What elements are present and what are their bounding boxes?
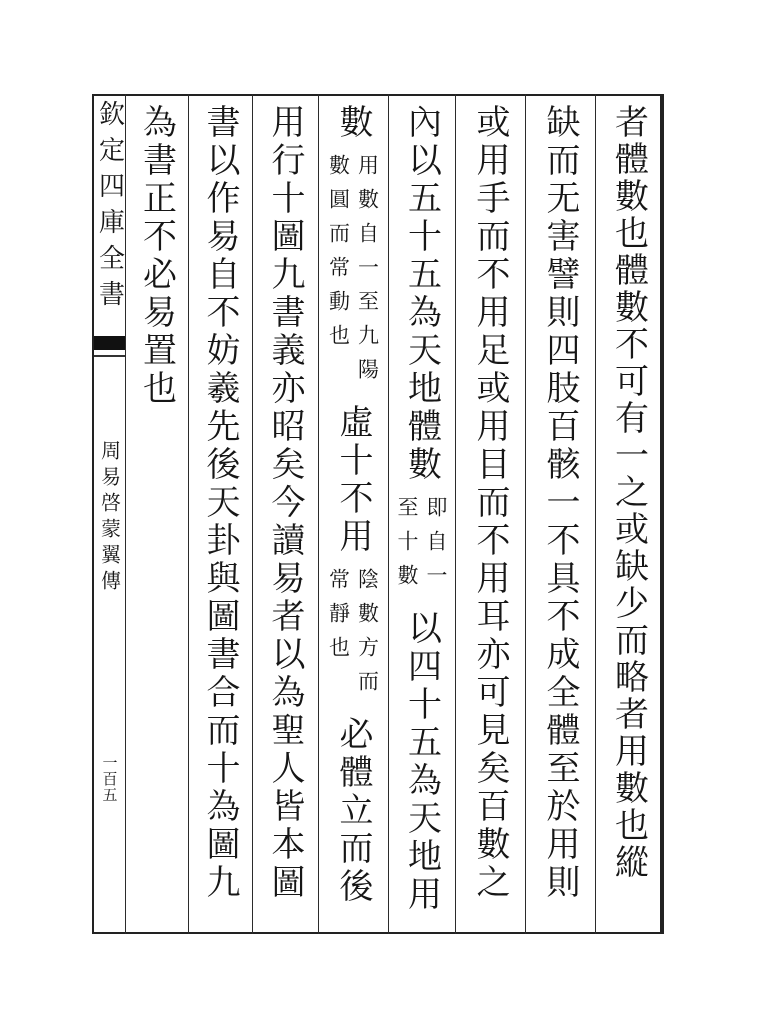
- note-right-line: 用數自一至九陽: [355, 154, 380, 392]
- fishtail-rule: [94, 355, 125, 357]
- margin-book-title: [94, 440, 125, 596]
- main-text: 為書正不必易置也: [136, 104, 177, 408]
- collection-title: 欽定四庫全書: [94, 100, 125, 316]
- text-column-4: [388, 104, 455, 914]
- text-column-5: [318, 104, 388, 906]
- note-left-line: 數圓而常動也: [326, 154, 351, 358]
- main-text: 者體數也體數不可有一之或缺少而略者用數也縱: [608, 104, 649, 881]
- interlinear-note: [395, 496, 448, 598]
- main-text: 用行十圖九書義亦昭矣今讀易者以為聖人皆本圖: [265, 104, 305, 902]
- text-column-7: [188, 104, 252, 902]
- interlinear-note: [327, 568, 380, 704]
- main-text: 必體立而後: [333, 716, 373, 906]
- book-title: 周易啓蒙翼傳: [97, 440, 122, 596]
- text-column-1: [595, 104, 662, 881]
- note-left-line: 至十數: [395, 496, 419, 598]
- main-text: 或用手而不用足或用目而不用耳亦可見矣百數之: [470, 104, 510, 902]
- text-column-2: [525, 104, 595, 902]
- note-right-line: 即自一: [424, 496, 448, 598]
- main-text: 數: [333, 104, 373, 142]
- margin-page-number: [94, 755, 125, 803]
- text-column-8: [125, 104, 188, 408]
- main-text: 虛十不用: [333, 404, 373, 556]
- text-column-6: [252, 104, 318, 902]
- page-number: 一百五: [100, 755, 119, 803]
- interlinear-note: [327, 154, 380, 392]
- margin-collection-title: [94, 100, 125, 316]
- main-text: 內以五十五為天地體數: [401, 104, 442, 484]
- fishtail-mark: [94, 336, 125, 350]
- note-left-line: 常靜也: [326, 568, 351, 670]
- main-text: 以四十五為天地用: [401, 610, 442, 914]
- main-text: 缺而无害譬則四肢百骸一不具不成全體至於用則: [540, 104, 580, 902]
- text-column-3: [455, 104, 525, 902]
- note-right-line: 陰數方而: [355, 568, 380, 704]
- main-text: 書以作易自不妨羲先後天卦與圖書合而十為圖九: [200, 104, 240, 902]
